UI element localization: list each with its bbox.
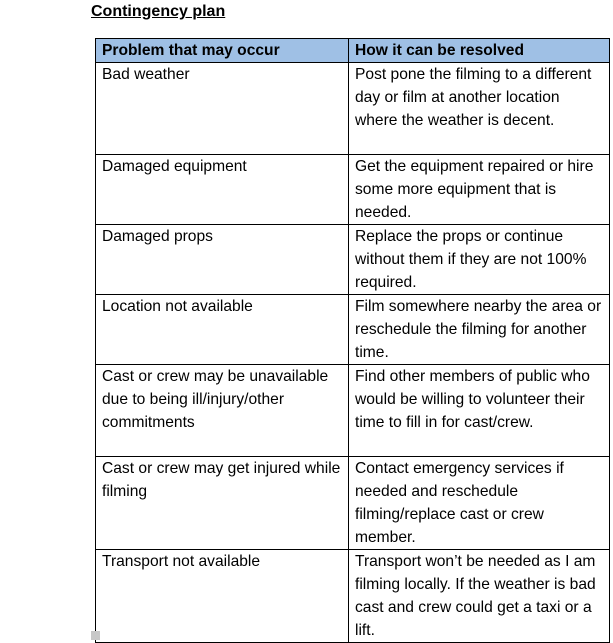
- table-row: [96, 550, 610, 643]
- resolution-cell: Post pone the filming to a different day or film at another location where the weather is decent.: [349, 63, 610, 155]
- problem-cell: Damaged props: [96, 225, 349, 295]
- problem-cell: Cast or crew may get injured while filming: [96, 457, 349, 550]
- problem-cell: Location not available: [96, 295, 349, 365]
- contingency-table: [95, 38, 610, 643]
- column-header-problem: Problem that may occur: [96, 39, 349, 63]
- resolution-cell: Contact emergency services if needed and reschedule filming/replace cast or crew member.: [349, 457, 610, 550]
- resolution-cell: Replace the props or continue without them if they are not 100% required.: [349, 225, 610, 295]
- table-row: [96, 225, 610, 295]
- resolution-cell: Transport won’t be needed as I am filming locally. If the weather is bad cast and crew could get a taxi or a lift.: [349, 550, 610, 643]
- table-header-row: [96, 39, 610, 63]
- column-header-resolution: How it can be resolved: [349, 39, 610, 63]
- problem-cell: Bad weather: [96, 63, 349, 155]
- document-title: Contingency plan: [91, 3, 226, 20]
- table-row: [96, 365, 610, 457]
- resolution-cell: Film somewhere nearby the area or reschedule the filming for another time.: [349, 295, 610, 365]
- problem-cell: Transport not available: [96, 550, 349, 643]
- table-row: [96, 457, 610, 550]
- table-row: [96, 295, 610, 365]
- page-edge-marker: [91, 631, 100, 640]
- resolution-cell: Get the equipment repaired or hire some more equipment that is needed.: [349, 155, 610, 225]
- problem-cell: Cast or crew may be unavailable due to being ill/injury/other commitments: [96, 365, 349, 457]
- problem-cell: Damaged equipment: [96, 155, 349, 225]
- table-row: [96, 63, 610, 155]
- resolution-cell: Find other members of public who would be willing to volunteer their time to fill in for cast/crew.: [349, 365, 610, 457]
- table-row: [96, 155, 610, 225]
